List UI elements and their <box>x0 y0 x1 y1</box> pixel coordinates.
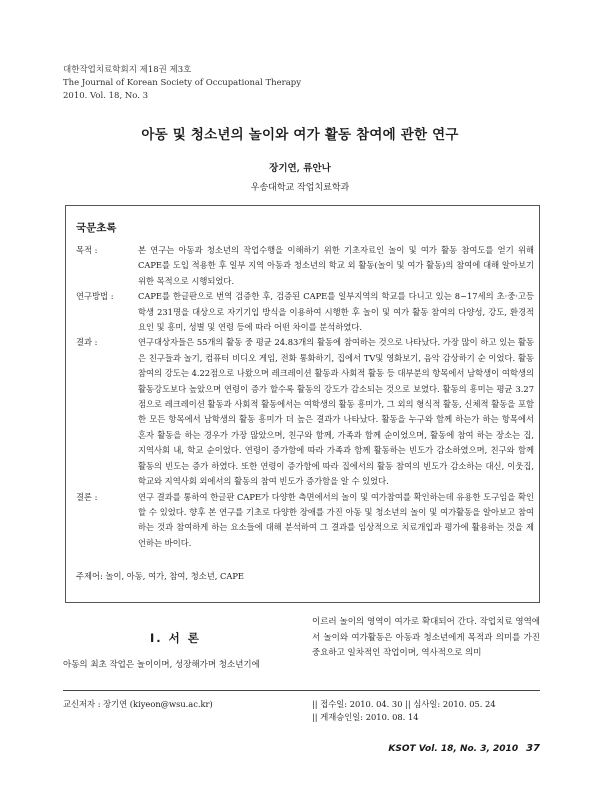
submission-dates <box>312 698 496 724</box>
page-number: 37 <box>526 743 540 754</box>
abstract-methods-label: 연구방법 : <box>76 291 114 302</box>
footer-divider <box>63 690 540 691</box>
keywords: 주제어: 놀이, 아동, 여가, 참여, 청소년, CAPE <box>76 571 244 582</box>
abstract-methods <box>76 289 534 335</box>
page-footer <box>388 743 540 754</box>
abstract-results-label: 결과 : <box>76 337 98 348</box>
accepted-date: || 게재승인일: 2010. 08. 14 <box>312 712 419 722</box>
journal-footer: KSOT Vol. 18, No. 3, 2010 <box>388 744 519 754</box>
received-review-dates: || 접수일: 2010. 04. 30 || 심사일: 2010. 05. 24 <box>312 699 496 709</box>
abstract-conclusion-label: 결론 : <box>76 491 98 502</box>
abstract-purpose <box>76 243 534 289</box>
abstract-heading: 국문초록 <box>76 222 117 234</box>
journal-volume: 2010. Vol. 18, No. 3 <box>63 91 149 101</box>
paper-title: 아동 및 청소년의 놀이와 여가 활동 참여에 관한 연구 <box>141 127 459 143</box>
journal-name-korean: 대한작업치료학회지 제18권 제3호 <box>63 65 192 75</box>
journal-name-english: The Journal of Korean Society of Occupational Therapy <box>63 78 302 88</box>
affiliation: 우송대학교 작업치료학과 <box>250 183 350 193</box>
abstract-conclusion-text: 연구 결과를 통하여 한글판 CAPE가 다양한 측면에서의 놀이 및 여가참여를 확인하는데 유용한 도구임을 확인 할 수 있었다. 향후 본 연구를 기초로 다양한 장애를 가진 아동 및 청소년의 놀이 및 여가활동을 알아보고 참여하는 것과 참여하게 하는 요소들에 대해 분석하여 그 결과를 임상적으로 치료개입과 평가에 활용하는 것을 제언하는 바이다. <box>138 491 534 548</box>
corresponding-author: 교신저자 : 장기연 (kiyeon@wsu.ac.kr) <box>63 699 213 709</box>
right-column-text: 이르러 놀이의 영역이 여가로 확대되어 간다. 작업치료 영역에서 놀이와 여가활동은 아동과 청소년에게 목적과 의미를 가진 중요하고 일차적인 작업이며, 역사적으로 의미 <box>312 617 540 658</box>
abstract-results-text: 연구대상자들은 55개의 활동 중 평균 24.83개의 활동에 참여하는 것으로 나타났다. 가장 많이 하고 있는 활동은 친구들과 놀기, 컴퓨터 비디오 게임, 전화 통화하기, 집에서 TV및 영화보기, 음악 감상하기 순 이었다. 활동참여의 강도는 4.22점으로 나왔으며 레크레이션 활동과 사회적 활동 등 대부분의 항목에서 남학생이 여학생의 활동강도보다 높았으며 연령이 증가 할수록 활동의 강도가 감소되는 것으로 보였다. 활동의 흥미는 평균 3.27점으로 레크레이션 활동과 사회적 활동에서는 여학생의 활동 흥미가, 그 외의 형식적 활동, 신체적 활동을 포함한 모든 항목에서 남학생의 활동 흥미가 더 높은 결과가 나타났다. 활동을 누구와 함께 하는가 하는 항목에서 혼자 활동을 하는 경우가 가장 많았으며, 친구와 함께, 가족과 함께 순이었으며, 활동에 참여 하는 장소는 집, 지역사회 내, 학교 순이었다. 연령이 증가함에 따라 가족과 함께 활동하는 빈도가 감소하였으며, 친구와 함께 활동의 빈도는 증가 하였다. 또한 연령이 증가함에 따라 집에서의 활동 참여의 빈도가 감소하는 대신, 이웃집, 학교와 지역사회 외에서의 활동의 참여 빈도가 증가함을 알 수 있었다. <box>138 337 534 487</box>
abstract-results <box>76 335 534 489</box>
abstract-conclusion <box>76 490 534 552</box>
left-column-text: 아동의 최초 작업은 놀이이며, 성장해가며 청소년기에 <box>63 660 260 670</box>
abstract-methods-text: CAPE를 한글판으로 번역 검증한 후, 검증된 CAPE를 일부지역의 학교를 다니고 있는 8~17세의 초·중·고등학생 231명을 대상으로 자기기입 방식을 이용하여 시행한 후 놀이 및 여가 활동 참여의 다양성, 강도, 환경적 요인 및 흥미, 성별 및 연령 등에 따라 어떤 차이를 분석하였다. <box>138 291 534 333</box>
journal-header <box>63 64 301 103</box>
authors: 장기연, 류안나 <box>269 163 331 174</box>
abstract-body <box>76 243 534 585</box>
abstract-box <box>65 205 540 603</box>
abstract-purpose-label: 목적 : <box>76 245 98 255</box>
abstract-purpose-text: 본 연구는 아동과 청소년의 작업수행을 이해하기 위한 기초자료인 놀이 및 여가 활동 참여도를 얻기 위해 CAPE를 도입 적용한 후 일부 지역 아동과 청소년의 학교 외 활동(놀이 및 여가 활동)의 참여에 대해 알아보기 위한 목적으로 시행되었다. <box>138 245 534 286</box>
section-heading-introduction: Ⅰ. 서 론 <box>150 631 201 645</box>
